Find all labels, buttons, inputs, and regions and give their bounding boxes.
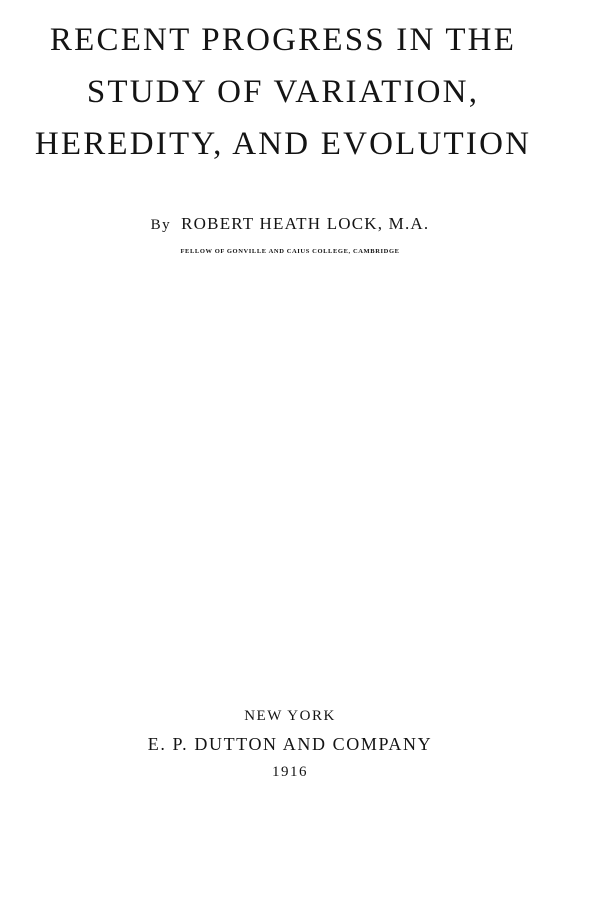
by-word: By bbox=[150, 217, 172, 233]
author-affiliation: FELLOW OF GONVILLE AND CAIUS COLLEGE, CAMBRIDGE bbox=[180, 248, 400, 255]
author-name: ROBERT HEATH LOCK, M.A. bbox=[181, 214, 430, 233]
title-line: HEREDITY, AND EVOLUTION bbox=[34, 126, 532, 162]
publication-year: 1916 bbox=[272, 764, 308, 780]
publisher-name: E. P. DUTTON AND COMPANY bbox=[147, 734, 433, 754]
title-line: STUDY OF VARIATION, bbox=[86, 74, 480, 110]
publication-place: NEW YORK bbox=[244, 708, 336, 724]
book-title bbox=[0, 14, 566, 170]
author-line bbox=[0, 214, 580, 234]
title-line: RECENT PROGRESS IN THE bbox=[49, 22, 517, 58]
